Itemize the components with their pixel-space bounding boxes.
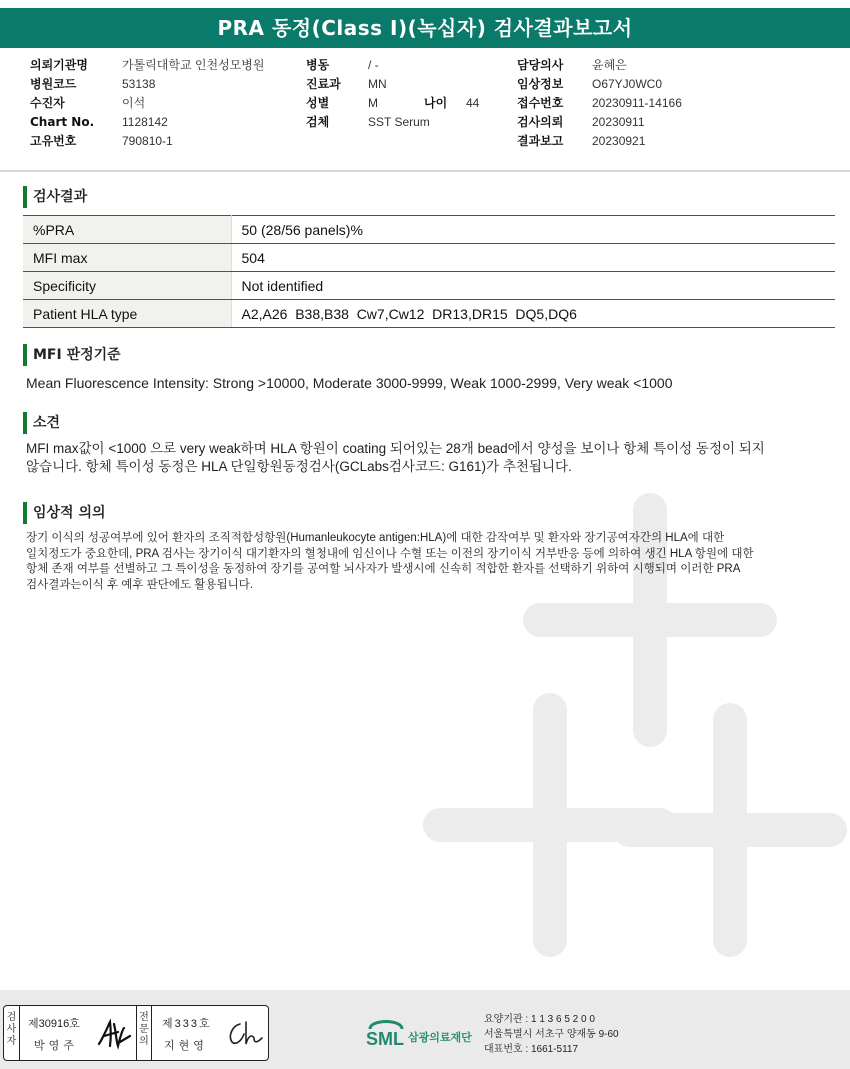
patient-info-col1 (30, 57, 264, 152)
hla-type-value: A2,A26 B38,B38 Cw7,Cw12 DR13,DR15 DQ5,DQ6 (231, 300, 835, 328)
ward-label: 병동 (306, 58, 330, 72)
reviewer-label (136, 1006, 152, 1060)
ward-value: / - (368, 58, 379, 72)
clinical-text (26, 531, 826, 593)
care-institution-no: 요양기관 : 1 1 3 6 5 2 0 0 (484, 1014, 595, 1025)
reviewer-signature-icon (226, 1018, 264, 1048)
hla-type-key: Patient HLA type (23, 300, 231, 328)
pra-value: 50 (28/56 panels)% (231, 216, 835, 244)
specificity-value: Not identified (231, 272, 835, 300)
clinical-line: 장기 이식의 성공여부에 있어 환자의 조직적합성항원(Humanleukocyte antigen:HLA)에 대한 감작여부 및 환자와 장기공여자간의 HLA에 대한 (26, 532, 725, 544)
table-row (23, 272, 835, 300)
unique-no-value: 790810-1 (122, 134, 173, 148)
receipt-no-value: 20230911-14166 (592, 96, 682, 110)
reviewer-label-text: 전문의 (139, 1012, 149, 1047)
sex-label: 성별 (306, 96, 330, 110)
report-title: PRA 동정(Class I)(녹십자) 검사결과보고서 (0, 8, 850, 48)
hospital-code-value: 53138 (122, 77, 156, 91)
chart-no-label: Chart No. (30, 115, 95, 129)
clinical-line: 일치정도가 중요한데, PRA 검사는 장기이식 대기환자의 혈청내에 임신이나 수혈 또는 이전의 장기이식 거부반응 등에 의하여 생긴 HLA 항원에 대한 (26, 547, 754, 560)
tester-signature-icon (96, 1018, 132, 1050)
clinical-line: 검사결과는이식 후 예후 판단에도 활용됩니다. (26, 578, 254, 591)
institution-value: 가톨릭대학교 인천성모병원 (122, 58, 265, 72)
table-row (23, 216, 835, 244)
tester-license-no: 제30916호 (28, 1018, 80, 1030)
divider (0, 170, 850, 172)
sex-value: M (368, 96, 378, 110)
patient-info-col2 (306, 57, 479, 133)
chart-no-value: 1128142 (122, 115, 168, 129)
patient-info-col3 (517, 57, 682, 152)
tester-name: 박영주 (34, 1039, 78, 1052)
signature-box (3, 1005, 269, 1061)
reviewer-name: 지현영 (164, 1039, 208, 1052)
pra-key: %PRA (23, 216, 231, 244)
mfi-max-key: MFI max (23, 244, 231, 272)
org-name: 삼광의료재단 (408, 1031, 472, 1044)
mfi-text: Mean Fluorescence Intensity: Strong >10000, Moderate 3000-9999, Weak 1000-2999, Very weak <1000 (26, 375, 673, 391)
doctor-label: 담당의사 (517, 58, 564, 72)
patient-info (0, 57, 850, 155)
opinion-line: MFI max값이 <1000 으로 very weak하며 HLA 항원이 coating 되어있는 28개 bead에서 양성을 보이나 항체 특이성 동정이 되지 (26, 441, 765, 456)
phone: 대표번호 : 1661-5117 (484, 1044, 579, 1055)
sml-logo (366, 1015, 478, 1053)
logo-text: SML (366, 1029, 404, 1049)
request-date-value: 20230911 (592, 115, 645, 129)
report-date-value: 20230921 (592, 134, 646, 148)
patient-label: 수진자 (30, 96, 65, 110)
receipt-no-label: 접수번호 (517, 96, 564, 110)
reviewer-license-no: 제333호 (162, 1018, 212, 1030)
unique-no-label: 고유번호 (30, 134, 77, 148)
clinical-info-value: O67YJ0WC0 (592, 77, 663, 91)
opinion-text (26, 440, 816, 476)
hospital-code-label: 병원코드 (30, 77, 77, 91)
tester-label (4, 1006, 20, 1060)
opinion-line: 않습니다. 항체 특이성 동정은 HLA 단일항원동정검사(GCLabs검사코드: G161)가 추천됩니다. (26, 459, 572, 474)
mfi-max-value: 504 (231, 244, 835, 272)
clinical-line: 항체 존재 여부를 선별하고 그 특이성을 동정하여 장기를 공여할 뇌사자가 발생시에 신속히 적합한 환자를 선택하기 위하여 시행되며 이러한 PRA (26, 563, 741, 575)
mfi-heading: MFI 판정기준 (23, 344, 121, 366)
request-date-label: 검사의뢰 (517, 115, 564, 129)
opinion-heading: 소견 (23, 412, 60, 434)
tester-label-text: 검사자 (6, 1012, 17, 1047)
results-table (23, 215, 835, 328)
clinical-heading: 임상적 의의 (23, 502, 106, 524)
address: 서울특별시 서초구 양재동 9-60 (484, 1029, 619, 1040)
sml-logo-icon (366, 1015, 478, 1049)
table-row (23, 300, 835, 328)
doctor-value: 윤혜은 (592, 58, 627, 72)
footer-info (484, 1012, 619, 1057)
department-label: 진료과 (306, 77, 341, 91)
patient-value: 이석 (122, 96, 146, 110)
department-value: MN (368, 77, 387, 91)
clinical-info-label: 임상정보 (517, 77, 564, 91)
results-heading: 검사결과 (23, 186, 87, 208)
specimen-label: 검체 (306, 115, 330, 129)
specimen-value: SST Serum (368, 115, 430, 129)
age-value: 44 (466, 96, 480, 110)
specificity-key: Specificity (23, 272, 231, 300)
table-row (23, 244, 835, 272)
report-date-label: 결과보고 (517, 134, 564, 148)
institution-label: 의뢰기관명 (30, 58, 88, 72)
age-label: 나이 (424, 96, 448, 110)
